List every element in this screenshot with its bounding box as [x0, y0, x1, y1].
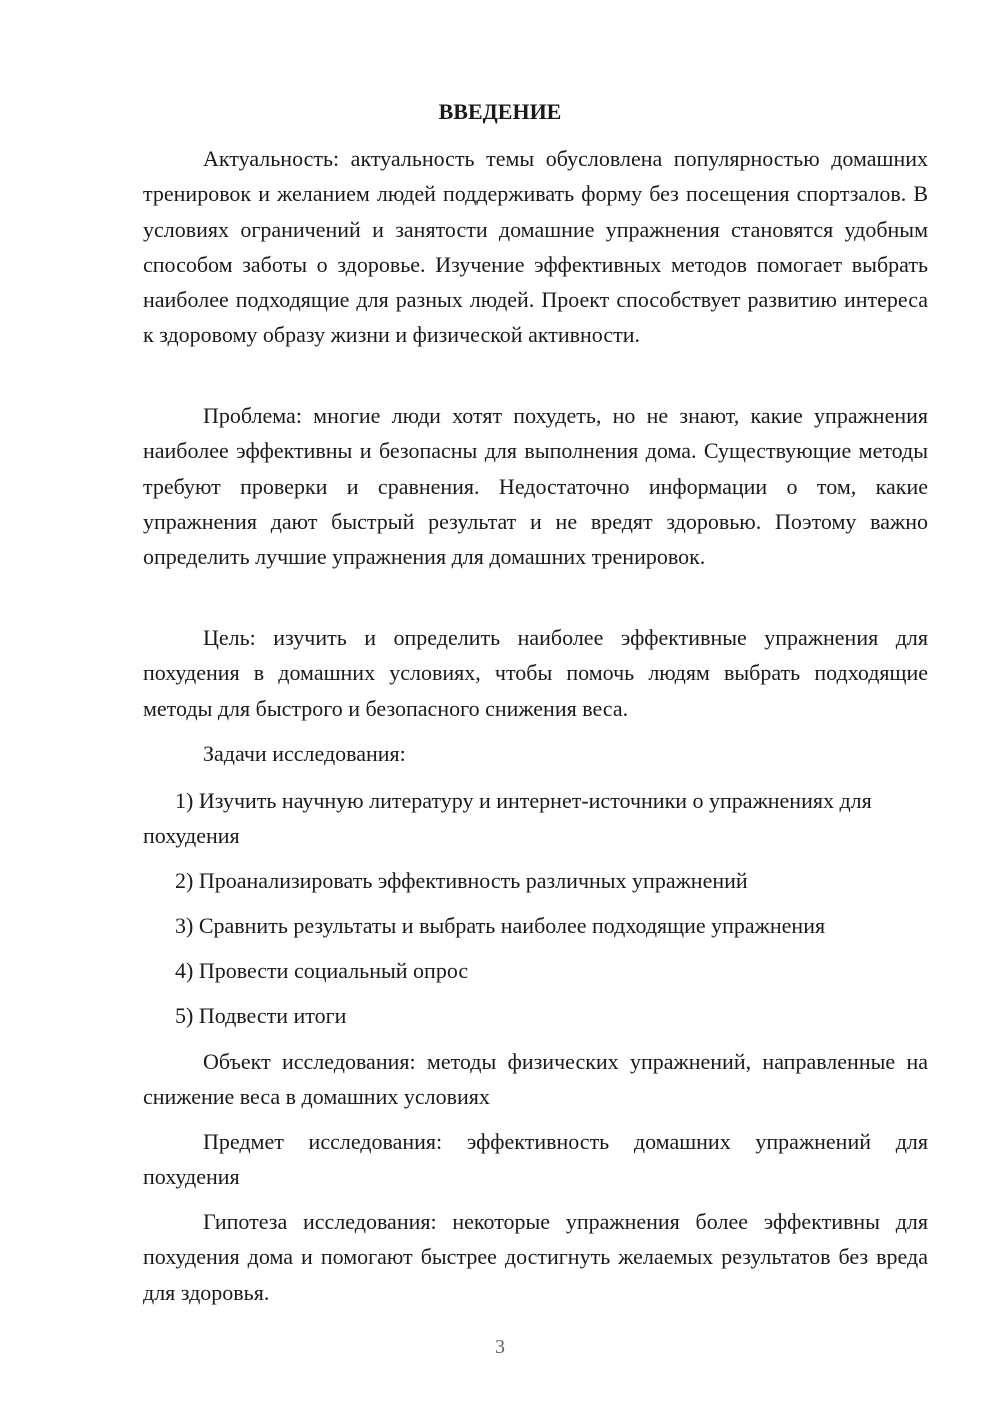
paragraph-relevance: Актуальность: актуальность темы обусловлена популярностью домашних тренировок и желанием людей поддерживать форму без посещения спортзалов. В условиях ограничений и занятости домашние упражнения становятся удобным способом заботы о здоровье. Изучение эффективных методов помогает выбрать наиболее подходящие для разных людей. Проект способствует развитию интереса к здоровому образу жизни и физической активности.: [143, 146, 928, 348]
task-item-3: 3) Сравнить результаты и выбрать наиболее подходящие упражнения: [175, 913, 826, 938]
task-item-1: 1) Изучить научную литературу и интернет-источники о упражнениях для похудения: [143, 788, 872, 849]
paragraph-subject: Предмет исследования: эффективность домашних упражнений для похудения: [143, 1129, 928, 1190]
paragraph-goal: Цель: изучить и определить наиболее эффективные упражнения для похудения в домашних условиях, чтобы помочь людям выбрать подходящие методы для быстрого и безопасного снижения веса.: [143, 625, 928, 721]
page-number: 3: [495, 1336, 505, 1358]
paragraph-hypothesis: Гипотеза исследования: некоторые упражнения более эффективны для похудения дома и помогают быстрее достигнуть желаемых результатов без вреда для здоровья.: [143, 1209, 928, 1305]
task-item-4: 4) Провести социальный опрос: [175, 958, 469, 983]
tasks-heading: Задачи исследования:: [203, 741, 406, 766]
paragraph-problem: Проблема: многие люди хотят похудеть, но не знают, какие упражнения наиболее эффективны и безопасны для выполнения дома. Существующие методы требуют проверки и сравнения. Недостаточно информации о том, какие упражнения дают быстрый результат и не вредят здоровью. Поэтому важно определить лучшие упражнения для домашних тренировок.: [143, 403, 928, 570]
paragraph-object: Объект исследования: методы физических упражнений, направленные на снижение веса в домашних условиях: [143, 1049, 928, 1110]
task-item-5: 5) Подвести итоги: [175, 1003, 347, 1028]
task-item-2: 2) Проанализировать эффективность различных упражнений: [175, 868, 748, 893]
page-title: ВВЕДЕНИЕ: [438, 99, 562, 124]
